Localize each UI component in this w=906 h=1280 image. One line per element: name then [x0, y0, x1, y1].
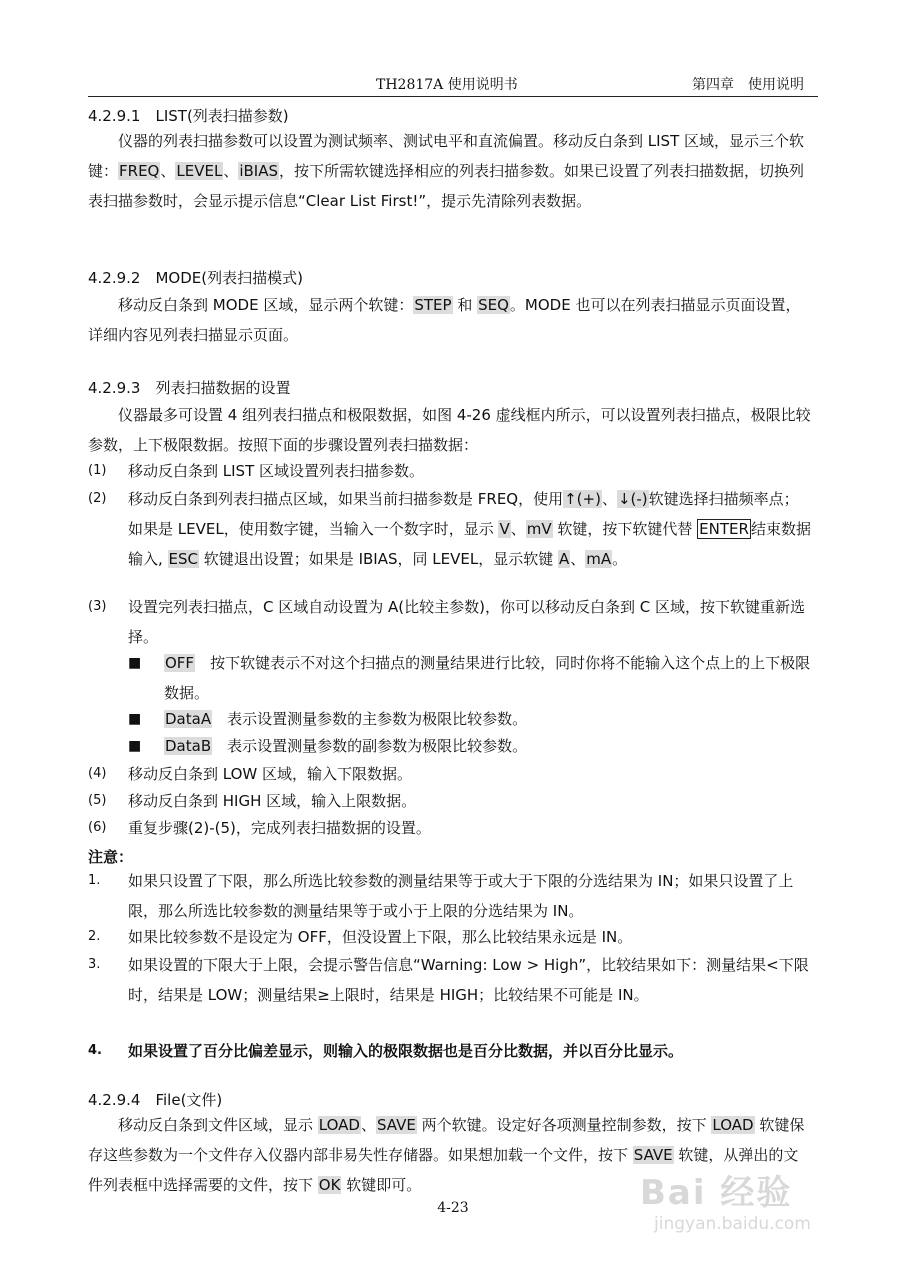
step-3: (3) 设置完列表扫描点，C 区域自动设置为 A(比较主参数)，你可以移动反白条到 C 区域，按下软键重新选择。 — [88, 598, 805, 646]
softkey-save-2: SAVE — [633, 1146, 673, 1164]
header-rule — [88, 96, 818, 97]
step-4: (4) 移动反白条到 LOW 区域，输入下限数据。 — [88, 765, 412, 783]
softkey-freq: FREQ — [119, 162, 160, 180]
note-1: 1. 如果只设置了下限，那么所选比较参数的测量结果等于或大于下限的分选结果为 IN；如果只设置了上限，那么所选比较参数的测量结果等于或小于上限的分选结果为 IN。 — [88, 872, 794, 920]
softkey-up: ↑(+) — [564, 490, 601, 508]
softkey-step: STEP — [414, 296, 452, 314]
header-chapter: 第四章 使用说明 — [692, 77, 804, 93]
notes-title: 注意： — [88, 848, 134, 866]
section-file-paragraph: 移动反白条到文件区域，显示 LOAD、SAVE 两个软键。设定好各项测量控制参数，按下 LOAD 软键保存这些参数为一个文件存入仪器内部非易失性存储器。如果想加载一个文件，按下 SAVE 软键，从弹出的文件列表框中选择需要的文件，按下 OK 软键即可。 — [88, 1116, 805, 1194]
step-2: (2) 移动反白条到列表扫描点区域，如果当前扫描参数是 FREQ，使用↑(+)、↓(-)软键选择扫描频率点；如果是 LEVEL，使用数字键，当输入一个数字时，显示 V、mV 软键，按下软键代替 ENTER 结束数据输入, ESC 软键退出设置；如果是 IBIAS，同 LEVEL，显示软键 A、mA。 — [88, 490, 811, 568]
section-mode-paragraph: 移动反白条到 MODE 区域，显示两个软键：STEP 和 SEQ。MODE 也可以在列表扫描显示页面设置，详细内容见列表扫描显示页面。 — [88, 296, 801, 344]
note-4: 4. 如果设置了百分比偏差显示，则输入的极限数据也是百分比数据，并以百分比显示。 — [88, 1042, 684, 1060]
section-title-list: 4.2.9.1 LIST(列表扫描参数) — [88, 107, 289, 125]
softkey-down: ↓(-) — [617, 490, 648, 508]
softkey-mv: mV — [526, 520, 552, 538]
softkey-a: A — [558, 550, 570, 568]
section-list-data-intro: 仪器最多可设置 4 组列表扫描点和极限数据，如图 4-26 虚线框内所示，可以设置列表扫描点，极限比较参数，上下极限数据。按照下面的步骤设置列表扫描数据： — [88, 406, 811, 454]
key-enter: ENTER — [699, 520, 749, 538]
softkey-ok: OK — [318, 1176, 341, 1194]
note-2: 2. 如果比较参数不是设定为 OFF，但没设置上下限，那么比较结果永远是 IN。 — [88, 928, 633, 946]
softkey-datab: DataB — [165, 737, 212, 755]
step-1: (1) 移动反白条到 LIST 区域设置列表扫描参数。 — [88, 462, 425, 480]
softkey-ma: mA — [586, 550, 612, 568]
header-doc-title: TH2817A 使用说明书 — [376, 77, 518, 93]
note-3: 3. 如果设置的下限大于上限，会提示警告信息“Warning: Low > High”，比较结果如下：测量结果<下限时，结果是 LOW；测量结果≥上限时，结果是 HIGH；比较结果不可能是 IN。 — [88, 956, 809, 1004]
bullet-off: ■ OFF 按下软键表示不对这个扫描点的测量结果进行比较，同时你将不能输入这个点上的上下极限数据。 — [128, 654, 811, 702]
softkey-esc: ESC — [168, 550, 199, 568]
softkey-load-2: LOAD — [712, 1116, 754, 1134]
step-6: (6) 重复步骤(2)-(5)，完成列表扫描数据的设置。 — [88, 819, 431, 837]
softkey-level: LEVEL — [176, 162, 223, 180]
section-list-paragraph: 仪器的列表扫描参数可以设置为测试频率、测试电平和直流偏置。移动反白条到 LIST 区域，显示三个软键：FREQ、LEVEL、iBIAS，按下所需软键选择相应的列表扫描参数。如果已设置了列表扫描数据，切换列表扫描参数时，会显示提示信息“Clear List First!”，提示先清除列表数据。 — [88, 132, 805, 210]
bullet-datab: ■ DataB 表示设置测量参数的副参数为极限比较参数。 — [128, 737, 528, 755]
softkey-load: LOAD — [318, 1116, 360, 1134]
step-5: (5) 移动反白条到 HIGH 区域，输入上限数据。 — [88, 792, 417, 810]
watermark — [640, 1165, 890, 1255]
section-title-file: 4.2.9.4 File(文件) — [88, 1091, 223, 1109]
page-number: 4-23 — [437, 1200, 469, 1216]
softkey-ibias: iBIAS — [239, 162, 278, 180]
section-title-list-data: 4.2.9.3 列表扫描数据的设置 — [88, 379, 291, 397]
softkey-dataa: DataA — [165, 710, 212, 728]
watermark-url: jingyan.baidu.com — [654, 1214, 811, 1234]
softkey-seq: SEQ — [478, 296, 509, 314]
bullet-dataa: ■ DataA 表示设置测量参数的主参数为极限比较参数。 — [128, 710, 528, 728]
watermark-logo: Bai 经验 — [640, 1173, 793, 1213]
softkey-save: SAVE — [376, 1116, 416, 1134]
section-title-mode: 4.2.9.2 MODE(列表扫描模式) — [88, 269, 303, 287]
softkey-off: OFF — [165, 654, 195, 672]
softkey-v: V — [499, 520, 510, 538]
